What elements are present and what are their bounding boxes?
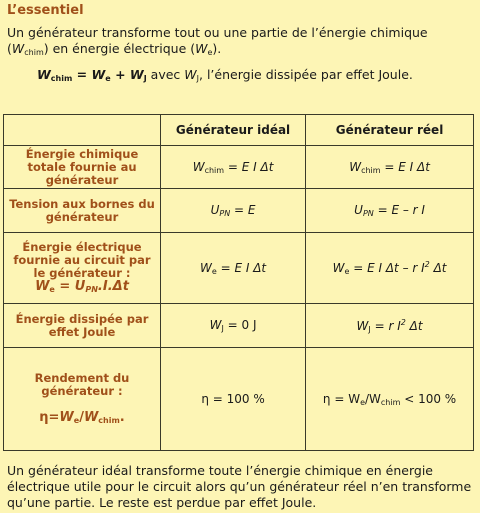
- table-header-empty: [4, 115, 161, 146]
- comparison-table: [3, 114, 474, 451]
- cell-ideal: $U_{PN} = E$: [161, 189, 306, 233]
- cell-reel: $W_e = E$ I Δt – r $I^2$ Δt: [306, 233, 474, 304]
- page-title: L’essentiel: [7, 3, 84, 18]
- table-row: [4, 348, 474, 451]
- table-row: [4, 146, 474, 189]
- cell-reel: $W_J = r$ $I^2$ Δt: [306, 304, 474, 348]
- cell-reel: $\eta = W_e/W_{chim} < 100$ %: [306, 348, 474, 451]
- table-header-reel: Générateur réel: [306, 115, 474, 146]
- cell-ideal: η = 100 %: [161, 348, 306, 451]
- conclusion-paragraph: Un générateur idéal transforme toute l’énergie chimique en énergie électrique utile pour le circuit alors qu’un générateur réel n’en transforme qu’une partie. Le reste est perdue par effet Joule.: [7, 463, 472, 510]
- cell-ideal: $W_J = 0$ J: [161, 304, 306, 348]
- intro-paragraph: Un générateur transforme tout ou une partie de l’énergie chimique $(W_{chim})$ en énergie électrique $(W_e)$.: [7, 25, 428, 57]
- row-header-energie-chimique: Énergie chimique totale fournie au générateur: [4, 146, 161, 189]
- table-row: [4, 189, 474, 233]
- row-header-energie-dissipee: Énergie dissipée par effet Joule: [4, 304, 161, 348]
- cell-ideal: $W_e = E$ I Δt: [161, 233, 306, 304]
- cell-reel: $U_{PN} = E - r$ I: [306, 189, 474, 233]
- row-header-tension: Tension aux bornes du générateur: [4, 189, 161, 233]
- table-header-row: [4, 115, 474, 146]
- table-row: [4, 304, 474, 348]
- row-header-rendement: Rendement du générateur : $\eta=W_e/W_{chim}$.: [4, 348, 161, 451]
- table-row: [4, 233, 474, 304]
- cell-ideal: $W_{chim} = E$ I Δt: [161, 146, 306, 189]
- table-header-ideal: Générateur idéal: [161, 115, 306, 146]
- row-header-energie-electrique: Énergie électrique fournie au circuit par le générateur : $W_e = U_{PN}.I.\Delta t$: [4, 233, 161, 304]
- energy-formula: $W_{chim} = W_e + W_J$ avec $W_J$, l’énergie dissipée par effet Joule.: [37, 67, 413, 83]
- cell-reel: $W_{chim} = E$ I Δt: [306, 146, 474, 189]
